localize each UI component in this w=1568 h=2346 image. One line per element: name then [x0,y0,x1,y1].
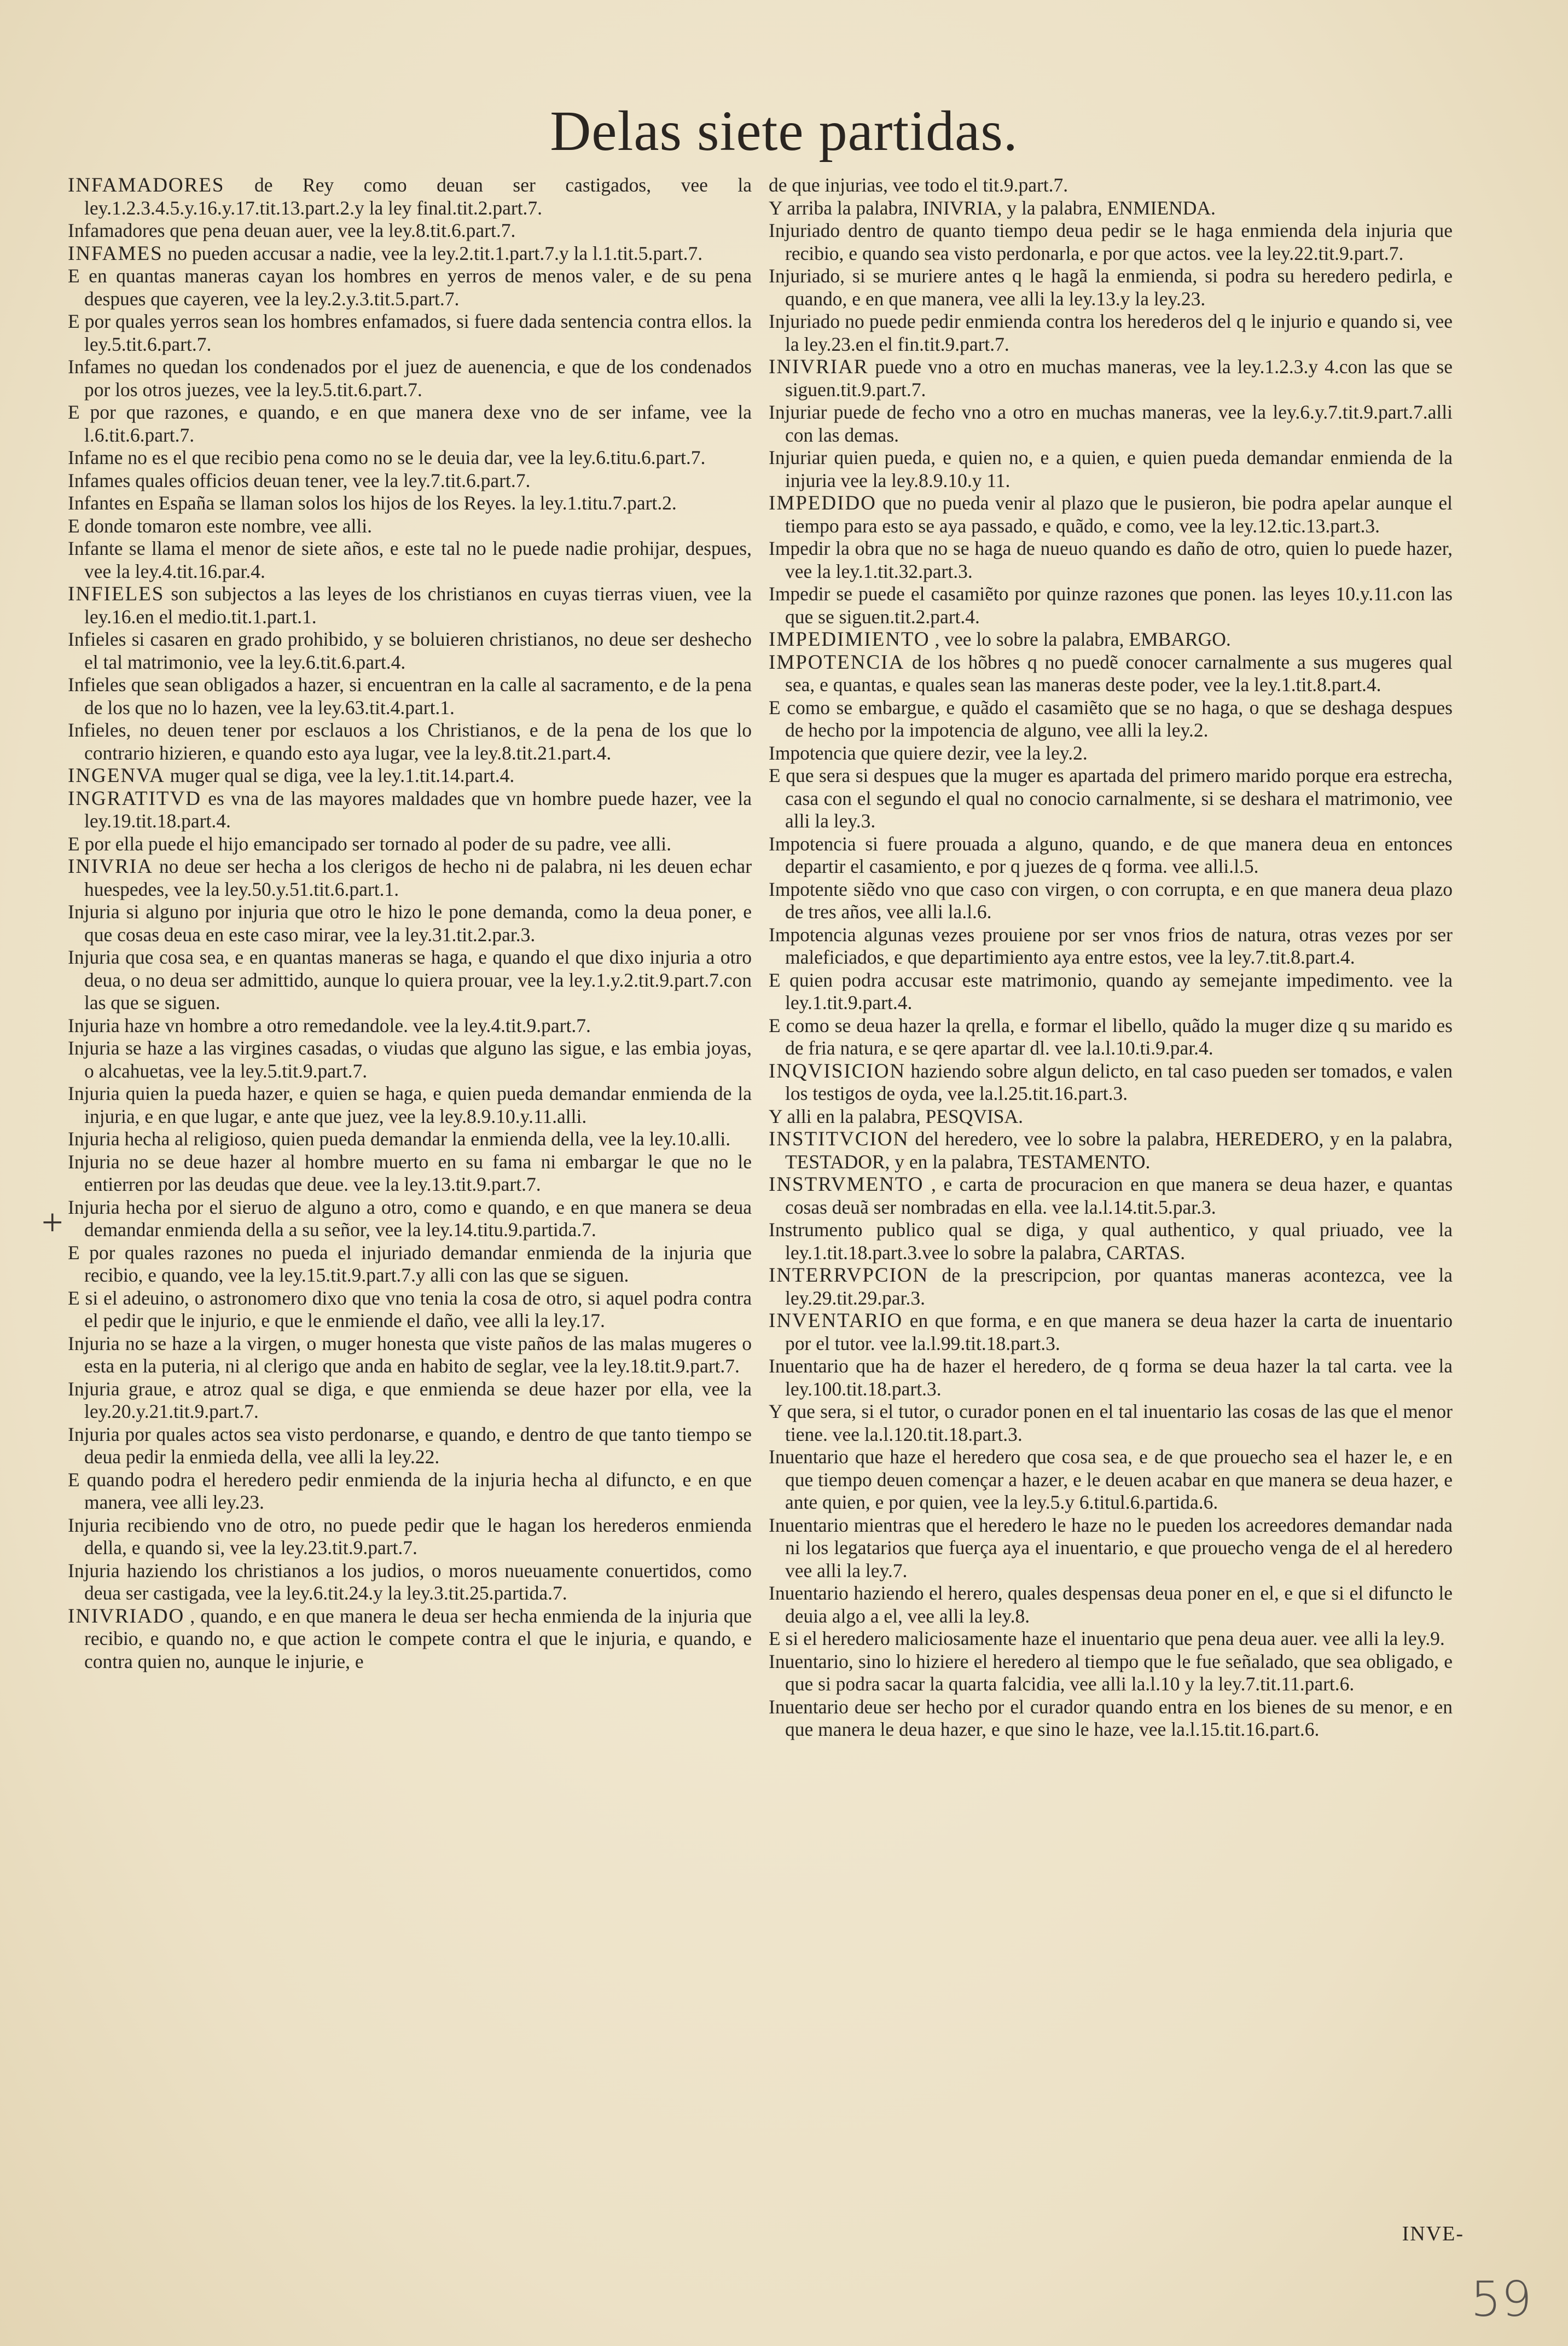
index-entry [769,1400,1453,1446]
index-entry [769,1650,1453,1696]
index-entry [68,401,752,447]
index-entry [769,1582,1453,1627]
index-entry [769,628,1453,651]
entry-text: E quando podra el heredero pedir enmienda de la injuria hecha al difuncto, e en que manera, vee alli ley.23. [68,1468,752,1513]
index-entry [68,1605,752,1673]
index-entry [68,242,752,265]
entry-text: E por quales razones no pueda el injuriado demandar enmienda de la injuria que recibio, e quando, vee la ley.15.tit.9.part.7.y alli con las que se siguen. [68,1241,752,1286]
index-entry [68,1469,752,1514]
index-entry [68,787,752,833]
entry-text: , quando, e en que manera le deua ser hecha enmienda de la injuria que recibio, e quando no, e que action le compete contra el que le injuria, e quando, e contra quien no, aunque le injurie, e [84,1604,752,1672]
entry-text: Injuria si alguno por injuria que otro le hizo le pone demanda, como la deua poner, e que cosas deua en este caso mirar, vee la ley.31.tit.2.par.3. [68,901,752,946]
index-entry [68,1082,752,1128]
index-entry [769,1219,1453,1264]
entry-text: E si el heredero maliciosamente haze el inuentario que pena deua auer. vee alli la ley.9. [769,1627,1445,1649]
entry-text: no pueden accusar a nadie, vee la ley.2.tit.1.part.7.y la l.1.tit.5.part.7. [167,242,703,264]
margin-cross-mark: + [42,1202,63,1244]
entry-text: E que sera si despues que la muger es apartada del primero marido porque era estrecha, casa con el segundo el qual no conocio carnalmente, si se deshara el matrimonio, vee alli la ley.3. [769,764,1453,832]
entry-text: Infieles si casaren en grado prohibido, y se boluieren christianos, no deue ser deshecho el tal matrimonio, vee la ley.6.tit.6.part.4. [68,628,752,673]
index-entry [769,1264,1453,1310]
entry-keyword: INSTRVMENTO [769,1173,924,1196]
index-entry [769,697,1453,742]
index-entry [68,1015,752,1038]
index-entry [769,878,1453,924]
index-entry [68,1514,752,1560]
entry-text: Impotencia que quiere dezir, vee la ley.2. [769,742,1088,764]
running-header: Delas siete partidas. [550,100,1018,163]
index-entry [769,265,1453,310]
index-entry [68,265,752,310]
index-entry [68,674,752,719]
entry-text: de que injurias, vee todo el tit.9.part.7. [769,174,1068,196]
folio-number: 59 [1471,2271,1532,2327]
entry-text: E si el adeuino, o astronomero dixo que vno tenia la cosa de otro, si aquel podra contra el pedir que le injurio, e que le enmiende el daño, vee alli la ley.17. [68,1287,752,1331]
index-entry [68,470,752,493]
index-entry [68,1423,752,1469]
entry-text: Instrumento publico qual se diga, y qual authentico, y qual priuado, vee la ley.1.tit.18.part.3.vee lo sobre la palabra, CARTAS. [769,1219,1453,1264]
entry-keyword: IMPEDIDO [769,492,876,514]
entry-text: Injuria recibiendo vno de otro, no puede pedir que le hagan los herederos enmienda della, e quando si, vee la ley.23.tit.9.part.7. [68,1514,752,1559]
entry-text: Inuentario que haze el heredero que cosa sea, e de que prouecho sea el hazer le, e en que tiempo deuen començar a hazer, e le deuen acabar en que manera se deua hazer, e ante quien, e por quien, vee la ley.5.y 6.titul.6.partida.6. [769,1446,1453,1513]
index-entry [68,1128,752,1151]
entry-text: Injuria no se deue hazer al hombre muerto en su fama ni embargar le que no le entierren por las deudas que deue. vee la ley.13.tit.9.part.7. [68,1150,752,1195]
entry-text: son subjectos a las leyes de los christianos en cuyas tierras viuen, vee la ley.16.en el medio.tit.1.part.1. [84,583,752,628]
index-entry [769,492,1453,537]
entry-text: Inuentario haziendo el herero, quales despensas deua poner en el, e que si el difuncto le deuia algo a el, vee alli la ley.8. [769,1582,1453,1627]
index-entry [68,492,752,515]
index-entry [769,1015,1453,1060]
entry-text: Injuria haze vn hombre a otro remedandole. vee la ley.4.tit.9.part.7. [68,1014,591,1036]
index-entry [68,1196,752,1242]
entry-text: , e carta de procuracion en que manera se deua hazer, e quantas cosas deuã ser nombradas en ella. vee la.l.14.tit.5.par.3. [785,1173,1453,1218]
index-entry [769,583,1453,628]
entry-keyword: INQVISICION [769,1059,906,1082]
entry-text: Impedir la obra que no se haga de nueuo quando es daño de otro, quien lo puede hazer, vee la ley.1.tit.32.part.3. [769,537,1453,582]
catchword: INVE- [1402,2222,1464,2245]
index-entry [68,946,752,1015]
index-entry [68,855,752,901]
index-entry [68,1378,752,1423]
entry-text: Infieles que sean obligados a hazer, si encuentran en la calle al sacramento, e de la pena de los que no lo hazen, vee la ley.63.tit.4.part.1. [68,674,752,719]
entry-text: haziendo sobre algun delicto, en tal caso pueden ser tomados, e valen los testigos de oyda, vee la.l.25.tit.16.part.3. [785,1059,1453,1104]
entry-text: Infames quales officios deuan tener, vee la ley.7.tit.6.part.7. [68,469,531,491]
entry-text: Injuriar puede de fecho vno a otro en muchas maneras, vee la ley.6.y.7.tit.9.part.7.alli con las demas. [769,401,1453,446]
entry-text: E por ella puede el hijo emancipado ser tornado al poder de su padre, vee alli. [68,832,672,855]
entry-text: Impedir se puede el casamiẽto por quinze razones que ponen. las leyes 10.y.11.con las que se siguen.tit.2.part.4. [769,583,1453,628]
index-entry [769,401,1453,447]
index-entry [769,1128,1453,1173]
index-entry [769,310,1453,356]
entry-text: Injuria por quales actos sea visto perdonarse, e quando, e dentro de que tanto tiempo se deua pedir la enmieda della, vee alli la ley.22. [68,1423,752,1468]
entry-text: Infame no es el que recibio pena como no se le deuia dar, vee la ley.6.titu.6.part.7. [68,447,706,468]
index-entry [68,901,752,946]
entry-text: en que forma, e en que manera se deua hazer la carta de inuentario por el tutor. vee la.l.99.tit.18.part.3. [785,1310,1453,1354]
entry-text: es vna de las mayores maldades que vn hombre puede hazer, vee la ley.19.tit.18.part.4. [84,787,752,832]
entry-text: Injuriado no puede pedir enmienda contra los herederos del q le injurio e quando si, vee la ley.23.en el fin.tit.9.part.7. [769,310,1453,355]
index-entry [68,1560,752,1605]
index-entry [769,219,1453,265]
index-entry [68,219,752,242]
index-entry [68,1037,752,1082]
index-entry [68,833,752,856]
entry-text: Inuentario mientras que el heredero le haze no le pueden los acreedores demandar nada ni los legatarios que fuerça aya el inuentario, e que prouecho venga de el al heredero vee alli la ley.7. [769,1514,1453,1582]
entry-text: de los hõbres q no puedẽ conocer carnalmente a sus mugeres qual sea, e quantas, e quales sean las maneras deste poder, vee la ley.1.tit.8.part.4. [785,651,1453,696]
index-entry [769,1105,1453,1128]
index-entry [68,174,752,219]
index-entry [68,1151,752,1196]
entry-keyword: INFIELES [68,583,165,605]
index-entry [769,197,1453,220]
index-entry [769,174,1453,197]
entry-keyword: INFAMADORES [68,174,225,196]
entry-keyword: IMPEDIMIENTO [769,628,930,651]
entry-keyword: INIVRIADO [68,1604,185,1627]
index-entry [68,764,752,787]
entry-text: Injuria se haze a las virgines casadas, o viudas que alguno las sigue, e las embia joyas, o alcahuetas, vee la ley.5.tit.9.part.7. [68,1037,752,1082]
index-entry [68,1333,752,1378]
entry-text: E quien podra accusar este matrimonio, quando ay semejante impedimento. vee la ley.1.tit.9.part.4. [769,969,1453,1013]
index-entry [769,924,1453,969]
index-entry [68,1287,752,1333]
entry-text: Impotencia algunas vezes prouiene por ser vnos frios de natura, otras vezes por ser maleficiados, e que departimiento aya entre estos, vee la ley.7.tit.8.part.4. [769,923,1453,968]
index-entry [769,1446,1453,1514]
entry-text: Injuriado, si se muriere antes q le hagã la enmienda, si podra su heredero pedirla, e quando, e en que manera, vee alli la ley.13.y la ley.23. [769,265,1453,310]
entry-text: , vee lo sobre la palabra, EMBARGO. [934,628,1231,650]
entry-keyword: IMPOTENCIA [769,651,905,674]
entry-text: Y arriba la palabra, INIVRIA, y la palabra, ENMIENDA. [769,196,1216,219]
entry-text: E en quantas maneras cayan los hombres en yerros de menos valer, e de su pena despues que cayeren, vee la ley.2.y.3.tit.5.part.7. [68,265,752,310]
entry-text: Inuentario deue ser hecho por el curador quando entra en los bienes de su menor, e en que manera le deua hazer, e que sino le haze, vee la.l.15.tit.16.part.6. [769,1695,1453,1740]
index-entry [769,1060,1453,1105]
entry-text: Infamadores que pena deuan auer, vee la ley.8.tit.6.part.7. [68,219,516,241]
entry-text: Injuriado dentro de quanto tiempo deua pedir se le haga enmienda dela injuria que recibio, e quando sea visto perdonarla, e por que actos. vee la ley.22.tit.9.part.7. [769,219,1453,264]
entry-text: Injuria no se haze a la virgen, o muger honesta que viste paños de las malas mugeres o esta en la puteria, ni al clerigo que anda en habito de seglar, vee la ley.18.tit.9.part.7. [68,1332,752,1377]
index-entry [68,447,752,470]
index-entry [769,1173,1453,1219]
index-entry [68,719,752,764]
entry-text: Injuriar quien pueda, e quien no, e a quien, e quien pueda demandar enmienda de la injuria vee la ley.8.9.10.y 11. [769,447,1453,491]
index-entry [769,651,1453,697]
index-entry [769,1514,1453,1583]
index-entry [769,356,1453,401]
entry-text: Impotencia si fuere prouada a alguno, quando, e de que manera deua en entonces departir el casamiento, e por q juezes de q forma. vee alli.l.5. [769,832,1453,877]
entry-text: de la prescripcion, por quantas maneras acontezca, vee la ley.29.tit.29.par.3. [785,1264,1453,1309]
entry-text: puede vno a otro en muchas maneras, vee la ley.1.2.3.y 4.con las que se siguen.tit.9.part.7. [785,356,1453,401]
entry-text: E como se embargue, e quãdo el casamiẽto que se no haga, o que se deshaga despues de hecho por la impotencia de alguno, vee alli la ley.2. [769,696,1453,741]
entry-text: Injuria hecha al religioso, quien pueda demandar la enmienda della, vee la ley.10.alli. [68,1128,731,1150]
entry-text: Infieles, no deuen tener por esclauos a los Christianos, e de la pena de los que lo contrario hizieren, e quando esto aya lugar, vee la ley.8.tit.21.part.4. [68,719,752,764]
index-entry [769,447,1453,492]
entry-text: E como se deua hazer la qrella, e formar el libello, quãdo la muger dize q su marido es de fria natura, e se qere apartar dl. vee la.l.10.ti.9.par.4. [769,1014,1453,1059]
index-entry [68,628,752,674]
entry-text: E por que razones, e quando, e en que manera dexe vno de ser infame, vee la l.6.tit.6.part.7. [68,401,752,446]
entry-text: Y que sera, si el tutor, o curador ponen en el tal inuentario las cosas de las que el menor tiene. vee la.l.120.tit.18.part.3. [769,1400,1453,1445]
entry-text: de Rey como deuan ser castigados, vee la ley.1.2.3.4.5.y.16.y.17.tit.13.part.2.y la ley final.tit.2.part.7. [84,174,752,219]
entry-text: Injuria que cosa sea, e en quantas maneras se haga, e quando el que dixo injuria a otro deua, o no deua ser admittido, aunque lo quiera prouar, vee la ley.1.y.2.tit.9.part.7.con las que se siguen. [68,946,752,1013]
entry-text: Injuria haziendo los christianos a los judios, o moros nueuamente conuertidos, como deua ser castigada, vee la ley.6.tit.24.y la ley.3.tit.25.partida.7. [68,1559,752,1604]
entry-keyword: INSTITVCION [769,1128,909,1150]
entry-keyword: INVENTARIO [769,1310,903,1332]
right-column [769,174,1453,1741]
entry-text: Inuentario que ha de hazer el heredero, de q forma se deua hazer la tal carta. vee la ley.100.tit.18.part.3. [769,1355,1453,1400]
index-entry [68,583,752,628]
index-entry [68,310,752,356]
index-entry [769,1696,1453,1741]
entry-text: del heredero, vee lo sobre la palabra, HEREDERO, y en la palabra, TESTADOR, y en la palabra, TESTAMENTO. [785,1128,1453,1173]
entry-text: que no pueda venir al plazo que le pusieron, bie podra apelar aunque el tiempo para esto se aya passado, e quãdo, e como, vee la ley.12.tic.13.part.3. [785,492,1453,537]
entry-text: Y alli en la palabra, PESQVISA. [769,1105,1024,1127]
index-entry [769,969,1453,1015]
entry-text: Infante se llama el menor de siete años, e este tal no le puede nadie prohijar, despues, vee la ley.4.tit.16.par.4. [68,537,752,582]
entry-keyword: INFAMES [68,242,163,265]
index-entry [68,1242,752,1287]
index-entry [769,742,1453,765]
entry-text: Injuria graue, e atroz qual se diga, e que enmienda se deue hazer por ella, vee la ley.20.y.21.tit.9.part.7. [68,1377,752,1422]
index-entry [769,1310,1453,1355]
left-column [68,174,752,1673]
index-entry [769,537,1453,583]
entry-keyword: INIVRIA [68,855,153,878]
entry-text: Impotente siẽdo vno que caso con virgen, o con corrupta, e en que manera deua plazo de tres años, vee alli la.l.6. [769,878,1453,923]
entry-keyword: INGRATITVD [68,787,202,810]
entry-text: Infantes en España se llaman solos los hijos de los Reyes. la ley.1.titu.7.part.2. [68,492,677,514]
entry-text: Infames no quedan los condenados por el juez de auenencia, e que de los condenados por los otros juezes, vee la ley.5.tit.6.part.7. [68,356,752,401]
index-entry [769,833,1453,878]
entry-text: Inuentario, sino lo hiziere el heredero al tiempo que le fue señalado, que sea obligado, e que si podra sacar la quarta falcidia, vee alli la.l.10 y la ley.7.tit.11.part.6. [769,1650,1453,1695]
index-entry [769,764,1453,833]
entry-text: E por quales yerros sean los hombres enfamados, si fuere dada sentencia contra ellos. la ley.5.tit.6.part.7. [68,310,752,355]
index-entry [68,537,752,583]
index-entry [68,515,752,538]
index-entry [769,1627,1453,1650]
entry-keyword: INIVRIAR [769,356,869,378]
entry-text: no deue ser hecha a los clerigos de hecho ni de palabra, ni les deuen echar huespedes, vee la ley.50.y.51.tit.6.part.1. [84,855,752,900]
entry-text: Injuria quien la pueda hazer, e quien se haga, e quien pueda demandar enmienda de la injuria, e en que lugar, e ante que juez, vee la ley.8.9.10.y.11.alli. [68,1082,752,1127]
index-entry [769,1355,1453,1400]
index-entry [68,356,752,401]
entry-keyword: INTERRVPCION [769,1264,929,1287]
entry-text: Injuria hecha por el sieruo de alguno a otro, como e quando, e en que manera se deua demandar enmienda della a su señor, vee la ley.14.titu.9.partida.7. [68,1196,752,1241]
entry-keyword: INGENVA [68,764,165,787]
entry-text: E donde tomaron este nombre, vee alli. [68,514,372,537]
entry-text: muger qual se diga, vee la ley.1.tit.14.part.4. [170,764,515,786]
